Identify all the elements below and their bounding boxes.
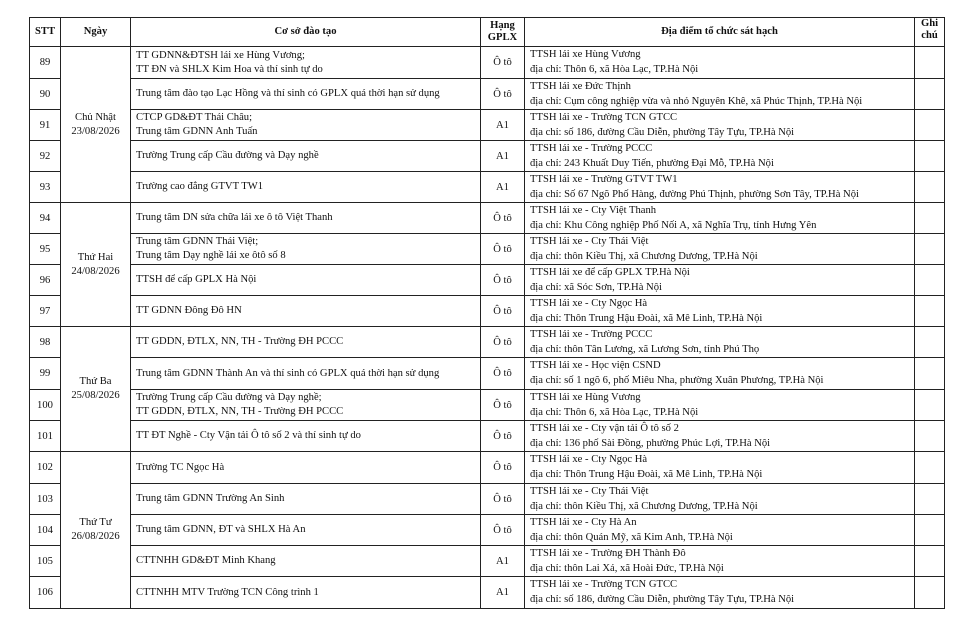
table-row bbox=[30, 577, 945, 609]
table-row bbox=[30, 79, 945, 110]
training-center-name: Trung tâm đào tạo Lạc Hồng và thí sinh có GPLX quá thời hạn sử dụng bbox=[136, 88, 440, 99]
exam-center-name: TTSH lái xe - Cty vận tải Ô tô số 2 bbox=[530, 423, 679, 434]
license-class: Ô tô bbox=[481, 79, 525, 110]
license-class: Ô tô bbox=[481, 203, 525, 234]
license-class: Ô tô bbox=[481, 234, 525, 265]
training-center-cell bbox=[131, 203, 481, 234]
license-class: Ô tô bbox=[481, 452, 525, 484]
header-license-class-line2: GPLX bbox=[487, 32, 518, 43]
table-row bbox=[30, 421, 945, 452]
training-center-name: Trung tâm Dạy nghề lái xe ôtô số 8 bbox=[136, 250, 286, 261]
exam-location-cell bbox=[525, 47, 915, 79]
training-center-name: Trường TC Ngọc Hà bbox=[136, 461, 225, 473]
training-center-name: Trung tâm GDNN Thái Việt; bbox=[136, 236, 259, 247]
exam-center-name: TTSH lái xe - Học viện CSND bbox=[530, 360, 661, 371]
table-row bbox=[30, 358, 945, 390]
weekday-label: Thứ Ba bbox=[79, 376, 112, 387]
row-number: 96 bbox=[30, 265, 61, 296]
training-center-cell bbox=[131, 358, 481, 390]
exam-location-cell bbox=[525, 358, 915, 390]
header-row bbox=[30, 18, 945, 47]
exam-center-name: TTSH lái xe để cấp GPLX TP.Hà Nội bbox=[530, 267, 690, 278]
note-cell bbox=[915, 515, 945, 546]
note-cell bbox=[915, 577, 945, 609]
table-body bbox=[30, 47, 945, 609]
table-row bbox=[30, 484, 945, 515]
exam-center-address: địa chỉ: Khu Công nghiệp Phố Nối A, xã Nghĩa Trụ, tỉnh Hưng Yên bbox=[530, 220, 817, 231]
training-center-name: Trung tâm DN sửa chữa lái xe ô tô Việt Thanh bbox=[136, 212, 333, 223]
training-center-name: Trung tâm GDNN Anh Tuấn bbox=[136, 126, 258, 137]
exam-location-cell bbox=[525, 577, 915, 609]
exam-center-name: TTSH lái xe - Trường PCCC bbox=[530, 143, 653, 154]
row-number: 95 bbox=[30, 234, 61, 265]
training-center-cell bbox=[131, 172, 481, 203]
training-center-cell bbox=[131, 327, 481, 358]
row-number: 99 bbox=[30, 358, 61, 390]
training-center-name: TT GDNN&ĐTSH lái xe Hùng Vương; bbox=[136, 49, 305, 61]
exam-center-address: địa chỉ: Thôn Trung Hậu Đoài, xã Mê Linh, TP.Hà Nội bbox=[530, 469, 763, 480]
note-cell bbox=[915, 546, 945, 577]
header-note bbox=[915, 18, 945, 47]
license-class: Ô tô bbox=[481, 327, 525, 358]
training-center-name: TT GDDN, ĐTLX, NN, TH - Trường ĐH PCCC bbox=[136, 336, 344, 347]
license-class: Ô tô bbox=[481, 390, 525, 421]
exam-center-address: địa chỉ: thôn Quán Mỹ, xã Kim Anh, TP.Hà Nội bbox=[530, 532, 733, 543]
training-center-cell bbox=[131, 141, 481, 172]
exam-location-cell bbox=[525, 203, 915, 234]
row-number: 94 bbox=[30, 203, 61, 234]
exam-center-name: TTSH lái xe - Trường PCCC bbox=[530, 329, 653, 340]
header-note-line1: Ghi bbox=[920, 18, 939, 29]
training-center-cell bbox=[131, 577, 481, 609]
table-row bbox=[30, 141, 945, 172]
row-number: 101 bbox=[30, 421, 61, 452]
training-center-name: Trường Trung cấp Cầu đường và Dạy nghề; bbox=[136, 392, 322, 403]
license-class: A1 bbox=[481, 546, 525, 577]
exam-location-cell bbox=[525, 390, 915, 421]
note-cell bbox=[915, 358, 945, 390]
exam-center-address: địa chỉ: Số 67 Ngõ Phố Hàng, đường Phú Thịnh, phường Sơn Tây, TP.Hà Nội bbox=[530, 189, 859, 200]
license-class: Ô tô bbox=[481, 47, 525, 79]
exam-center-name: TTSH lái xe Hùng Vương bbox=[530, 392, 641, 403]
note-cell bbox=[915, 172, 945, 203]
exam-date-cell bbox=[61, 47, 131, 203]
table-row bbox=[30, 452, 945, 484]
table-row bbox=[30, 296, 945, 327]
exam-center-name: TTSH lái xe - Trường TCN GTCC bbox=[530, 112, 678, 123]
exam-location-cell bbox=[525, 546, 915, 577]
exam-location-cell bbox=[525, 141, 915, 172]
license-class: Ô tô bbox=[481, 296, 525, 327]
exam-center-address: địa chỉ: Thôn 6, xã Hòa Lạc, TP.Hà Nội bbox=[530, 64, 699, 75]
exam-location-cell bbox=[525, 452, 915, 484]
row-number: 106 bbox=[30, 577, 61, 609]
exam-location-cell bbox=[525, 110, 915, 141]
note-cell bbox=[915, 421, 945, 452]
date-label: 26/08/2026 bbox=[71, 531, 120, 542]
exam-date-cell bbox=[61, 327, 131, 452]
license-class: A1 bbox=[481, 141, 525, 172]
license-class: A1 bbox=[481, 172, 525, 203]
exam-center-address: địa chỉ: thôn Tân Lương, xã Lương Sơn, tỉnh Phú Thọ bbox=[530, 344, 760, 355]
exam-center-address: địa chỉ: 136 phố Sài Đồng, phường Phúc Lợi, TP.Hà Nội bbox=[530, 438, 771, 449]
training-center-cell bbox=[131, 79, 481, 110]
training-center-cell bbox=[131, 47, 481, 79]
exam-center-name: TTSH lái xe - Cty Việt Thanh bbox=[530, 205, 657, 216]
row-number: 97 bbox=[30, 296, 61, 327]
header-date: Ngày bbox=[61, 18, 131, 47]
exam-location-cell bbox=[525, 234, 915, 265]
note-cell bbox=[915, 203, 945, 234]
training-center-name: Trung tâm GDNN, ĐT và SHLX Hà An bbox=[136, 524, 306, 535]
exam-center-address: địa chỉ: 243 Khuất Duy Tiến, phường Đại Mỗ, TP.Hà Nội bbox=[530, 158, 774, 169]
license-class: Ô tô bbox=[481, 484, 525, 515]
license-class: A1 bbox=[481, 577, 525, 609]
table-row bbox=[30, 172, 945, 203]
exam-center-name: TTSH lái xe - Cty Hà An bbox=[530, 517, 637, 528]
note-cell bbox=[915, 452, 945, 484]
exam-location-cell bbox=[525, 265, 915, 296]
exam-center-name: TTSH lái xe - Trường GTVT TW1 bbox=[530, 174, 678, 185]
exam-center-name: TTSH lái xe - Trường TCN GTCC bbox=[530, 579, 678, 590]
training-center-name: Trung tâm GDNN Thành An và thí sinh có GPLX quá thời hạn sử dụng bbox=[136, 367, 440, 379]
table-row bbox=[30, 265, 945, 296]
exam-center-name: TTSH lái xe - Cty Thái Việt bbox=[530, 486, 649, 497]
note-cell bbox=[915, 296, 945, 327]
training-center-cell bbox=[131, 296, 481, 327]
weekday-label: Thứ Tư bbox=[79, 517, 112, 528]
training-center-cell bbox=[131, 484, 481, 515]
training-center-name: Trường cao đẳng GTVT TW1 bbox=[136, 181, 264, 192]
exam-center-address: địa chỉ: Thôn Trung Hậu Đoài, xã Mê Linh, TP.Hà Nội bbox=[530, 313, 763, 324]
exam-schedule-table bbox=[29, 17, 945, 609]
row-number: 102 bbox=[30, 452, 61, 484]
exam-center-address: địa chỉ: số 186, đường Cầu Diễn, phường Tây Tựu, TP.Hà Nội bbox=[530, 594, 795, 605]
note-cell bbox=[915, 79, 945, 110]
exam-center-address: địa chỉ: số 186, đường Cầu Diễn, phường Tây Tựu, TP.Hà Nội bbox=[530, 127, 795, 138]
training-center-name: TT GDNN Đông Đô HN bbox=[136, 305, 242, 316]
exam-center-address: địa chỉ: thôn Lai Xá, xã Hoài Đức, TP.Hà Nội bbox=[530, 563, 724, 574]
exam-center-name: TTSH lái xe - Cty Ngọc Hà bbox=[530, 454, 648, 465]
license-class: Ô tô bbox=[481, 421, 525, 452]
exam-center-address: địa chỉ: xã Sóc Sơn, TP.Hà Nội bbox=[530, 282, 662, 293]
note-cell bbox=[915, 141, 945, 172]
exam-center-name: TTSH lái xe - Cty Ngọc Hà bbox=[530, 298, 648, 309]
header-school: Cơ sở đào tạo bbox=[131, 18, 481, 47]
exam-center-name: TTSH lái xe Hùng Vương bbox=[530, 49, 641, 60]
exam-date-cell bbox=[61, 203, 131, 327]
training-center-name: Trung tâm GDNN Trường An Sinh bbox=[136, 493, 285, 504]
table-row bbox=[30, 47, 945, 79]
row-number: 104 bbox=[30, 515, 61, 546]
header-note-line2: chú bbox=[921, 30, 938, 41]
training-center-name: CTCP GD&ĐT Thái Châu; bbox=[136, 112, 253, 123]
exam-date-cell bbox=[61, 452, 131, 609]
exam-center-name: TTSH lái xe - Trường ĐH Thành Đô bbox=[530, 548, 686, 559]
training-center-name: TT ĐT Nghề - Cty Vận tải Ô tô số 2 và thí sinh tự do bbox=[136, 430, 361, 441]
table-row bbox=[30, 515, 945, 546]
training-center-cell bbox=[131, 515, 481, 546]
note-cell bbox=[915, 110, 945, 141]
training-center-name: TT ĐN và SHLX Kim Hoa và thí sinh tự do bbox=[136, 63, 323, 75]
note-cell bbox=[915, 327, 945, 358]
date-label: 23/08/2026 bbox=[71, 125, 120, 137]
exam-center-address: địa chỉ: số 1 ngõ 6, phố Miêu Nha, phường Xuân Phương, TP.Hà Nội bbox=[530, 375, 824, 386]
note-cell bbox=[915, 234, 945, 265]
training-center-name: TT GDDN, ĐTLX, NN, TH - Trường ĐH PCCC bbox=[136, 406, 344, 417]
date-label: 25/08/2026 bbox=[71, 390, 120, 401]
header-license-class-line1: Hạng bbox=[490, 20, 515, 31]
training-center-cell bbox=[131, 452, 481, 484]
training-center-cell bbox=[131, 390, 481, 421]
training-center-cell bbox=[131, 265, 481, 296]
exam-location-cell bbox=[525, 327, 915, 358]
row-number: 90 bbox=[30, 79, 61, 110]
date-label: 24/08/2026 bbox=[71, 265, 120, 277]
exam-location-cell bbox=[525, 421, 915, 452]
header-stt: STT bbox=[30, 18, 61, 47]
row-number: 89 bbox=[30, 47, 61, 79]
training-center-cell bbox=[131, 110, 481, 141]
note-cell bbox=[915, 484, 945, 515]
exam-location-cell bbox=[525, 172, 915, 203]
row-number: 92 bbox=[30, 141, 61, 172]
training-center-name: CTTNHH GD&ĐT Minh Khang bbox=[136, 555, 276, 566]
exam-location-cell bbox=[525, 79, 915, 110]
row-number: 105 bbox=[30, 546, 61, 577]
license-class: Ô tô bbox=[481, 358, 525, 390]
row-number: 91 bbox=[30, 110, 61, 141]
training-center-cell bbox=[131, 421, 481, 452]
training-center-cell bbox=[131, 234, 481, 265]
exam-location-cell bbox=[525, 484, 915, 515]
exam-center-address: địa chỉ: thôn Kiều Thị, xã Chương Dương, TP.Hà Nội bbox=[530, 251, 758, 262]
training-center-name: Trường Trung cấp Cầu đường và Dạy nghề bbox=[136, 150, 319, 161]
table-row bbox=[30, 546, 945, 577]
note-cell bbox=[915, 390, 945, 421]
schedule-sheet bbox=[29, 17, 945, 609]
training-center-name: TTSH để cấp GPLX Hà Nội bbox=[136, 274, 257, 285]
row-number: 98 bbox=[30, 327, 61, 358]
training-center-cell bbox=[131, 546, 481, 577]
exam-center-name: TTSH lái xe Đức Thịnh bbox=[530, 81, 631, 92]
license-class: Ô tô bbox=[481, 265, 525, 296]
table-row bbox=[30, 110, 945, 141]
row-number: 103 bbox=[30, 484, 61, 515]
row-number: 100 bbox=[30, 390, 61, 421]
row-number: 93 bbox=[30, 172, 61, 203]
license-class: A1 bbox=[481, 110, 525, 141]
weekday-label: Thứ Hai bbox=[77, 251, 114, 263]
exam-location-cell bbox=[525, 296, 915, 327]
table-row bbox=[30, 327, 945, 358]
exam-center-name: TTSH lái xe - Cty Thái Việt bbox=[530, 236, 649, 247]
weekday-label: Chủ Nhật bbox=[75, 111, 116, 123]
header-location: Địa điểm tổ chức sát hạch bbox=[525, 18, 915, 47]
exam-location-cell bbox=[525, 515, 915, 546]
exam-center-address: địa chỉ: Thôn 6, xã Hòa Lạc, TP.Hà Nội bbox=[530, 407, 699, 418]
license-class: Ô tô bbox=[481, 515, 525, 546]
table-row bbox=[30, 203, 945, 234]
training-center-name: CTTNHH MTV Trường TCN Công trình 1 bbox=[136, 586, 319, 598]
note-cell bbox=[915, 265, 945, 296]
exam-center-address: địa chỉ: Cụm công nghiệp vừa và nhỏ Nguyên Khê, xã Phúc Thịnh, TP.Hà Nội bbox=[530, 96, 863, 107]
note-cell bbox=[915, 47, 945, 79]
header-license-class bbox=[481, 18, 525, 47]
table-row bbox=[30, 234, 945, 265]
table-row bbox=[30, 390, 945, 421]
exam-center-address: địa chỉ: thôn Kiều Thị, xã Chương Dương, TP.Hà Nội bbox=[530, 501, 758, 512]
